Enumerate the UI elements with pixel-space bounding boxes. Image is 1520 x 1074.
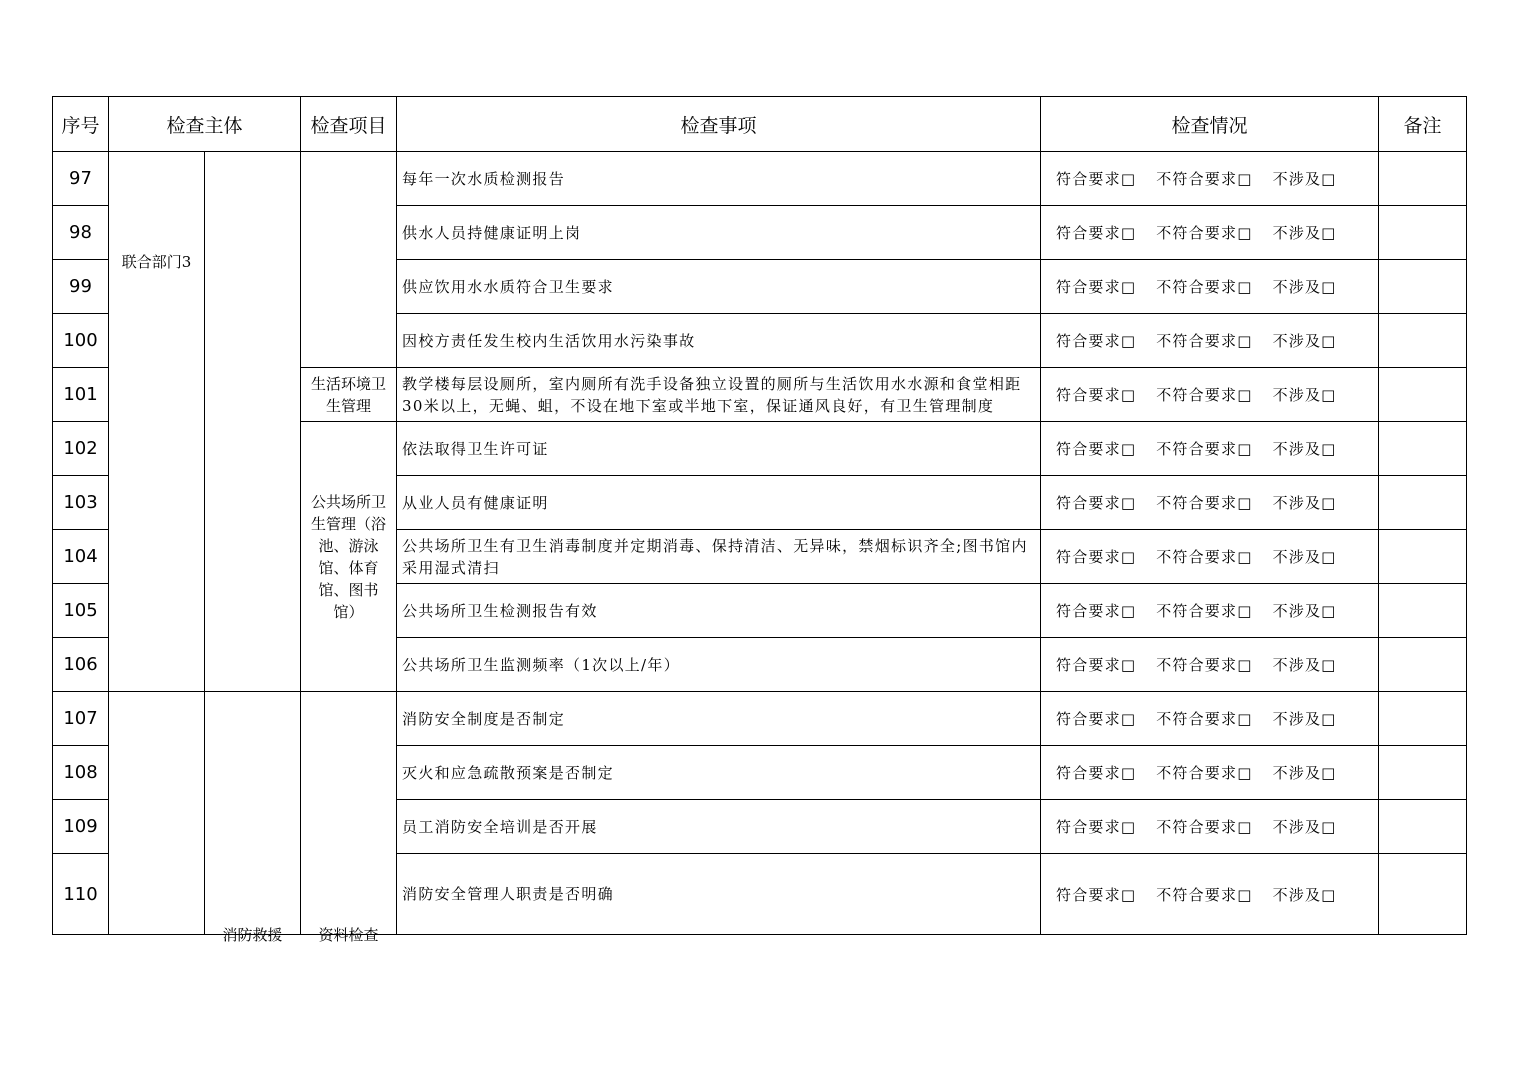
inspection-item-text: 供应饮用水水质符合卫生要求 [402, 277, 614, 296]
inspection-item [397, 584, 1041, 638]
non-compliant-option[interactable]: 不符合要求□ [1156, 885, 1253, 904]
note-cell[interactable] [1379, 314, 1467, 368]
status-options [1041, 422, 1379, 476]
status-options [1041, 260, 1379, 314]
note-cell[interactable] [1379, 530, 1467, 584]
compliant-option[interactable]: 符合要求□ [1056, 386, 1137, 404]
non-compliant-option[interactable]: 不符合要求□ [1156, 548, 1253, 566]
non-compliant-option[interactable]: 不符合要求□ [1156, 386, 1253, 404]
compliant-option[interactable]: 符合要求□ [1056, 656, 1137, 674]
dept-cell: 联合部门3 [109, 152, 205, 692]
not-applicable-option[interactable]: 不涉及□ [1272, 710, 1337, 728]
inspection-item [397, 314, 1041, 368]
note-cell[interactable] [1379, 260, 1467, 314]
inspection-item-text: 公共场所卫生有卫生消毒制度并定期消毒、保持清洁、无异味，禁烟标识齐全;图书馆内采用湿式清扫 [402, 536, 1028, 577]
row-number: 104 [53, 530, 109, 584]
non-compliant-option[interactable]: 不符合要求□ [1156, 764, 1253, 782]
not-applicable-option[interactable]: 不涉及□ [1272, 278, 1337, 296]
non-compliant-option[interactable]: 不符合要求□ [1156, 332, 1253, 350]
status-options [1041, 746, 1379, 800]
header-no: 序号 [53, 97, 109, 152]
not-applicable-option[interactable]: 不涉及□ [1272, 332, 1337, 350]
status-options [1041, 638, 1379, 692]
header-category: 检查项目 [301, 97, 397, 152]
row-number: 97 [53, 152, 109, 206]
not-applicable-option[interactable]: 不涉及□ [1272, 656, 1337, 674]
inspection-item-text: 灭火和应急疏散预案是否制定 [402, 763, 614, 782]
status-options [1041, 530, 1379, 584]
inspection-item [397, 746, 1041, 800]
not-applicable-option[interactable]: 不涉及□ [1272, 602, 1337, 620]
row-number: 102 [53, 422, 109, 476]
inspection-item [397, 476, 1041, 530]
non-compliant-option[interactable]: 不符合要求□ [1156, 602, 1253, 620]
not-applicable-option[interactable]: 不涉及□ [1272, 548, 1337, 566]
header-row [53, 97, 1467, 152]
non-compliant-option[interactable]: 不符合要求□ [1156, 656, 1253, 674]
inspection-item-text: 公共场所卫生检测报告有效 [402, 601, 598, 620]
row-number: 100 [53, 314, 109, 368]
inspection-item [397, 206, 1041, 260]
compliant-option[interactable]: 符合要求□ [1056, 224, 1137, 242]
row-number: 103 [53, 476, 109, 530]
inspection-item [397, 692, 1041, 746]
inspection-item-text: 消防安全制度是否制定 [402, 709, 566, 728]
status-options [1041, 692, 1379, 746]
note-cell[interactable] [1379, 368, 1467, 422]
not-applicable-option[interactable]: 不涉及□ [1272, 885, 1337, 904]
dept-cell-2 [109, 692, 205, 935]
category-docs-check-label: 资料检查 [318, 926, 379, 944]
inspection-item [397, 152, 1041, 206]
inspection-item-text: 公共场所卫生监测频率（1次以上/年） [402, 655, 681, 674]
row-number: 109 [53, 800, 109, 854]
not-applicable-option[interactable]: 不涉及□ [1272, 440, 1337, 458]
row-number: 98 [53, 206, 109, 260]
inspection-item-text: 教学楼每层设厕所，室内厕所有洗手设备独立设置的厕所与生活饮用水水源和食堂相距30米以上，无蝇、蛆，不设在地下室或半地下室，保证通风良好，有卫生管理制度 [402, 374, 1022, 415]
category-env-hygiene: 生活环境卫生管理 [301, 368, 397, 422]
header-item: 检查事项 [397, 97, 1041, 152]
compliant-option[interactable]: 符合要求□ [1056, 818, 1137, 836]
dept-subunit-cell [205, 152, 301, 692]
inspection-item [397, 854, 1041, 935]
compliant-option[interactable]: 符合要求□ [1056, 548, 1137, 566]
status-options [1041, 368, 1379, 422]
note-cell[interactable] [1379, 152, 1467, 206]
inspection-item [397, 530, 1041, 584]
compliant-option[interactable]: 符合要求□ [1056, 885, 1137, 904]
row-number: 106 [53, 638, 109, 692]
note-cell[interactable] [1379, 746, 1467, 800]
row-number: 107 [53, 692, 109, 746]
status-options [1041, 854, 1379, 935]
compliant-option[interactable]: 符合要求□ [1056, 440, 1137, 458]
non-compliant-option[interactable]: 不符合要求□ [1156, 818, 1253, 836]
table-row [53, 152, 1467, 206]
category-docs-check [301, 692, 397, 944]
row-number: 99 [53, 260, 109, 314]
note-cell[interactable] [1379, 638, 1467, 692]
status-options [1041, 800, 1379, 854]
note-cell[interactable] [1379, 854, 1467, 935]
note-cell[interactable] [1379, 800, 1467, 854]
non-compliant-option[interactable]: 不符合要求□ [1156, 170, 1253, 188]
note-cell[interactable] [1379, 206, 1467, 260]
non-compliant-option[interactable]: 不符合要求□ [1156, 278, 1253, 296]
compliant-option[interactable]: 符合要求□ [1056, 494, 1137, 512]
status-options [1041, 476, 1379, 530]
row-number: 110 [53, 854, 109, 935]
compliant-option[interactable]: 符合要求□ [1056, 764, 1137, 782]
non-compliant-option[interactable]: 不符合要求□ [1156, 710, 1253, 728]
row-number: 101 [53, 368, 109, 422]
inspection-item-text: 员工消防安全培训是否开展 [402, 817, 598, 836]
inspection-item-text: 每年一次水质检测报告 [402, 169, 566, 188]
note-cell[interactable] [1379, 422, 1467, 476]
status-options [1041, 206, 1379, 260]
category-public-hygiene: 公共场所卫生管理（浴池、游泳馆、体育馆、图书馆） [301, 422, 397, 692]
dept-subunit-fire [205, 692, 301, 944]
inspection-item [397, 800, 1041, 854]
row-number: 105 [53, 584, 109, 638]
inspection-item [397, 260, 1041, 314]
not-applicable-option[interactable]: 不涉及□ [1272, 386, 1337, 404]
not-applicable-option[interactable]: 不涉及□ [1272, 818, 1337, 836]
inspection-item [397, 422, 1041, 476]
header-subject: 检查主体 [109, 97, 301, 152]
table-row [53, 692, 1467, 746]
not-applicable-option[interactable]: 不涉及□ [1272, 224, 1337, 242]
row-number: 108 [53, 746, 109, 800]
status-options [1041, 584, 1379, 638]
header-status: 检查情况 [1041, 97, 1379, 152]
compliant-option[interactable]: 符合要求□ [1056, 602, 1137, 620]
non-compliant-option[interactable]: 不符合要求□ [1156, 440, 1253, 458]
compliant-option[interactable]: 符合要求□ [1056, 170, 1137, 188]
non-compliant-option[interactable]: 不符合要求□ [1156, 224, 1253, 242]
inspection-item-text: 依法取得卫生许可证 [402, 439, 549, 458]
compliant-option[interactable]: 符合要求□ [1056, 710, 1137, 728]
inspection-item-text: 供水人员持健康证明上岗 [402, 223, 582, 242]
inspection-item [397, 638, 1041, 692]
inspection-item [397, 368, 1041, 422]
inspection-table [52, 96, 1467, 944]
note-cell[interactable] [1379, 692, 1467, 746]
inspection-item-text: 从业人员有健康证明 [402, 493, 549, 512]
dept-subunit-fire-label: 消防救援 [222, 926, 283, 944]
note-cell[interactable] [1379, 584, 1467, 638]
inspection-item-text: 消防安全管理人职责是否明确 [402, 885, 614, 903]
not-applicable-option[interactable]: 不涉及□ [1272, 764, 1337, 782]
inspection-table-viewport [52, 96, 1467, 944]
not-applicable-option[interactable]: 不涉及□ [1272, 494, 1337, 512]
compliant-option[interactable]: 符合要求□ [1056, 332, 1137, 350]
status-options [1041, 314, 1379, 368]
not-applicable-option[interactable]: 不涉及□ [1272, 170, 1337, 188]
category-cell-empty [301, 152, 397, 368]
compliant-option[interactable]: 符合要求□ [1056, 278, 1137, 296]
header-note: 备注 [1379, 97, 1467, 152]
non-compliant-option[interactable]: 不符合要求□ [1156, 494, 1253, 512]
note-cell[interactable] [1379, 476, 1467, 530]
status-options [1041, 152, 1379, 206]
inspection-item-text: 因校方责任发生校内生活饮用水污染事故 [402, 331, 696, 350]
